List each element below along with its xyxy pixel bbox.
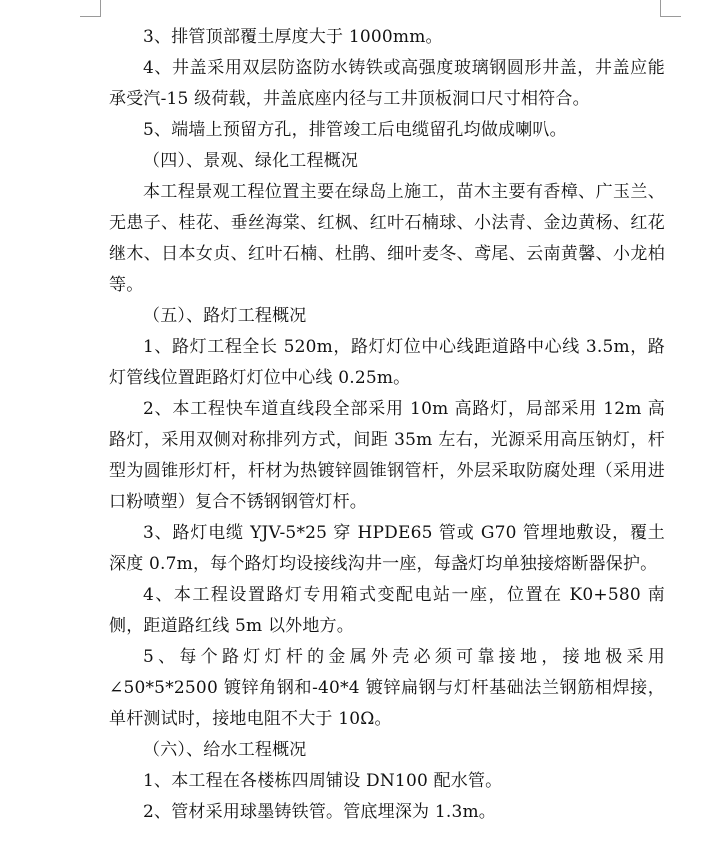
section-heading-water-supply: （六）、给水工程概况	[143, 740, 307, 760]
section-heading-street-lighting: （五）、路灯工程概况	[143, 306, 307, 326]
section-heading-landscape: （四）、景观、绿化工程概况	[143, 151, 359, 171]
crop-mark-top-left	[80, 0, 101, 17]
paragraph-lighting-2: 2、本工程快车道直线段全部采用 10m 高路灯，局部采用 12m 高路灯，采用双侧对称排列方式，间距 35m 左右，光源采用高压钠灯，杆型为圆锥形灯杆，杆材为热镀锌圆锥钢管杆，外层采取防腐处理（采用进口粉喷塑）复合不锈钢钢管灯杆。	[109, 399, 665, 512]
paragraph-water-1: 1、本工程在各楼栋四周铺设 DN100 配水管。	[143, 771, 503, 791]
paragraph-water-2: 2、管材采用球墨铸铁管。管底埋深为 1.3m。	[143, 802, 496, 822]
paragraph-item-5: 5、端墙上预留方孔，排管竣工后电缆留孔均做成喇叭。	[143, 120, 567, 140]
paragraph-item-4: 4、井盖采用双层防盗防水铸铁或高强度玻璃钢圆形井盖，井盖应能承受汽-15 级荷载，井盖底座内径与工井顶板洞口尺寸相符合。	[109, 58, 665, 109]
paragraph-lighting-1: 1、路灯工程全长 520m，路灯灯位中心线距道路中心线 3.5m，路灯管线位置距路灯灯位中心线 0.25m。	[109, 337, 665, 388]
crop-mark-top-right	[660, 0, 681, 17]
paragraph-item-3: 3、排管顶部覆土厚度大于 1000mm。	[143, 27, 443, 47]
document-body	[109, 22, 665, 828]
paragraph-lighting-3: 3、路灯电缆 YJV-5*25 穿 HPDE65 管或 G70 管埋地敷设，覆土深度 0.7m，每个路灯均设接线沟井一座，每盏灯均单独接熔断器保护。	[109, 523, 665, 574]
paragraph-landscape: 本工程景观工程位置主要在绿岛上施工，苗木主要有香樟、广玉兰、无患子、桂花、垂丝海棠、红枫、红叶石楠球、小法青、金边黄杨、红花继木、日本女贞、红叶石楠、杜鹃、细叶麦冬、鸢尾、云南黄馨、小龙柏等。	[109, 182, 665, 295]
paragraph-lighting-4: 4、本工程设置路灯专用箱式变配电站一座，位置在 K0+580 南侧，距道路红线 5m 以外地方。	[109, 585, 665, 636]
paragraph-lighting-5: 5、每个路灯灯杆的金属外壳必须可靠接地，接地极采用∠50*5*2500 镀锌角钢和-40*4 镀锌扁钢与灯杆基础法兰钢筋相焊接，单杆测试时，接地电阻不大于 10Ω。	[109, 647, 665, 729]
